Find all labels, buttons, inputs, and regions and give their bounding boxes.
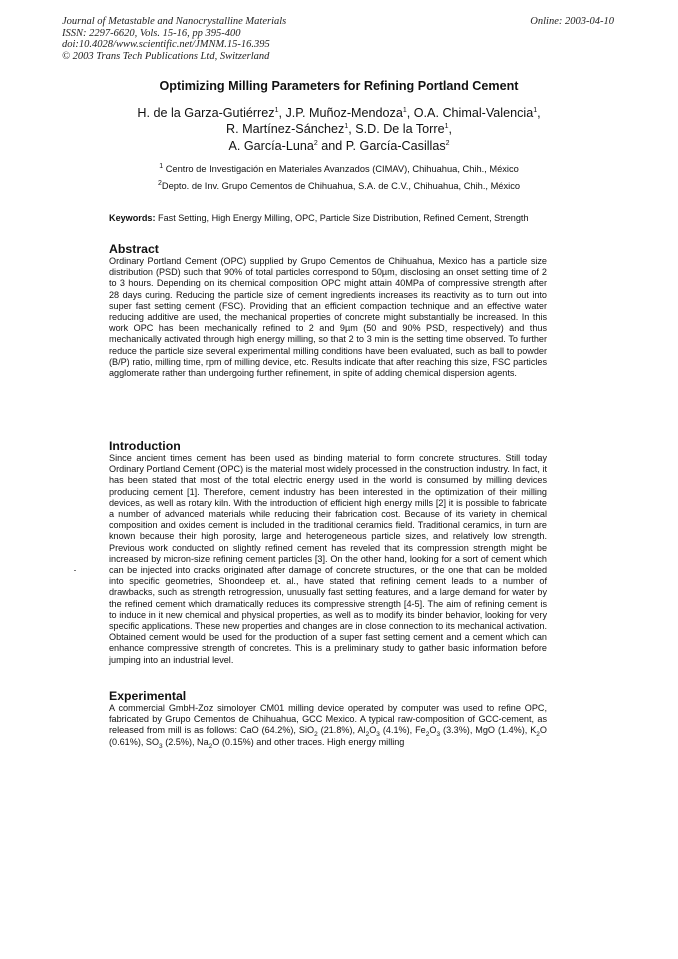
affiliation-2 bbox=[60, 178, 618, 195]
affiliations bbox=[60, 161, 618, 195]
issn-line: ISSN: 2297-6620, Vols. 15-16, pp 395-400 bbox=[62, 27, 241, 39]
abstract-text: Ordinary Portland Cement (OPC) supplied by Grupo Cementos de Chihuahua, Mexico has a particle size distribution (PSD) such that 90% of total particles correspond to 50µm, disclosing an onset setting time of 2 to 3 hours. Depending on its chemical composition OPC might attain 40MPa of compressive strength after 28 days curing. Reducing the particle size of cement ingredients increases its reactivity as to turn out into super fast setting cement (FSC). Providing that an efficient compaction technique and an effective water reducing additive are used, the mechanical properties of concrete might substantially be increased. In this work OPC has been mechanically refined to 2 and 9µm (50 and 90% PSD, respectively) and thus mechanically activated through high energy milling, so that 2 to 3 min is the setting time observed. To further reduce the particle size several experimental milling conditions have been evaluated, such as ball to powder (B/P) ratio, milling time, rpm of milling device, etc. Results indicate that after reaching this size, FSC particles agglomerate rather than undergoing further refinement, in spite of adding chemical dispersion agents. bbox=[109, 256, 547, 379]
affiliation-text: Depto. de Inv. Grupo Cementos de Chihuahua, S.A. de C.V., Chihuahua, Chih., México bbox=[161, 181, 521, 191]
introduction-text: Since ancient times cement has been used as binding material to form concrete structures. Still today Ordinary Portland Cement (OPC) is the material most widely processed in the construction industry. In fact, it has been stated that most of the total electric energy used in the world is consumed by milling devices producing cement [1]. Therefore, cement industry has been interested in the optimization of their milling devices, as well as rotary kiln. With the introduction of efficient high energy mills [2] it is possible to fabricate a number of advanced materials while reducing their fabrication cost. Because of its variety in chemical composition and oxides cement is included in the traditional ceramics field. Traditional ceramics, in turn are known because their high porosity, large and heterogeneous particle sizes, and relatively low strength. Previous work conducted on slightly refined cement has reveled that its compression strength might be increased by micron-size refining cement particles [3]. On the other hand, looking for a sort of cement which can be injected into cracks originated after damage of concrete structures, or the one that can be molded into specific geometries, Shoondeep et. al., have stated that refining cement leads to a number of drawbacks, such as strength retrogression, unusually fast setting features, and a large demand for water by the refined cement which dramatically reduces its compressive strength [4-5]. The aim of refining cement is to induce in it new chemical and physical properties, as well as to modify its binder behavior, looking for very specific applications. These new properties and changes are in close connection to its mechanical activation. Obtained cement would be used for the production of a super fast setting cement and a cement which can enhance compressive strength of concretes. This is a preliminary study to gather basic information before jumping into an industrial level. bbox=[109, 453, 547, 665]
author: P. García-Casillas bbox=[345, 138, 446, 153]
affil-marker: 1 bbox=[159, 162, 164, 170]
author: A. García-Luna bbox=[228, 138, 314, 153]
experimental-text: A commercial GmbH-Zoz simoloyer CM01 milling device operated by computer was used to refine OPC, fabricated by Grupo Cementos de Chihuahua, GCC Mexico. A typical raw-composition of GCC-cement, as released from mill is as follows: CaO (64.2%), SiO$_2$ (21.8%), $Al_2O_3$ (4.1%), $Fe_2O_3$ (3.3%), MgO (1.4%), $K_2O$ (0.61%), $SO_3$ (2.5%), $Na_2O$ (0.15%) and other traces. High energy milling bbox=[109, 703, 547, 750]
author: J.P. Muñoz-Mendoza bbox=[285, 106, 403, 120]
introduction-section bbox=[109, 439, 547, 666]
abstract-heading: Abstract bbox=[109, 242, 159, 256]
affil-marker: 1 bbox=[402, 106, 407, 114]
experimental-heading: Experimental bbox=[109, 689, 187, 703]
abstract-section bbox=[109, 242, 547, 379]
affiliation-text: Centro de Investigación en Materiales Avanzados (CIMAV), Chihuahua, Chih., México bbox=[165, 164, 519, 174]
author-list bbox=[60, 105, 618, 154]
author: H. de la Garza-Gutiérrez bbox=[137, 106, 275, 120]
keywords-block bbox=[109, 213, 547, 224]
affil-marker: 1 bbox=[344, 123, 349, 131]
author: O.A. Chimal-Valencia bbox=[413, 106, 534, 120]
copyright-line: © 2003 Trans Tech Publications Ltd, Switzerland bbox=[62, 50, 270, 62]
doi-line[interactable]: doi:10.4028/www.scientific.net/JMNM.15-16.395 bbox=[62, 39, 270, 50]
author-conjunction: and bbox=[321, 138, 343, 153]
affil-marker: 2 bbox=[445, 139, 450, 147]
scan-artifact bbox=[74, 570, 76, 571]
affil-marker: 2 bbox=[313, 139, 318, 147]
affil-marker: 2 bbox=[157, 179, 162, 187]
experimental-section bbox=[109, 689, 547, 748]
author-line-2: R. Martínez-Sánchez$^1$, S.D. De la Torre$^1$, bbox=[226, 122, 452, 137]
affil-marker: 1 bbox=[444, 123, 449, 131]
online-date: Online: 2003-04-10 bbox=[530, 16, 614, 27]
journal-header bbox=[62, 16, 286, 62]
author-line-1: H. de la Garza-Gutiérrez$^1$, J.P. Muñoz-Mendoza$^1$, O.A. Chimal-Valencia$^1$, bbox=[137, 106, 541, 120]
keywords-text: Fast Setting, High Energy Milling, OPC, Particle Size Distribution, Refined Cement, Strength bbox=[158, 213, 529, 223]
journal-name: Journal of Metastable and Nanocrystalline Materials bbox=[62, 16, 287, 27]
author: S.D. De la Torre bbox=[355, 122, 445, 137]
keywords-label: Keywords: bbox=[109, 213, 156, 223]
affiliation-1 bbox=[60, 161, 618, 178]
introduction-heading: Introduction bbox=[109, 439, 181, 453]
paper-title: Optimizing Milling Parameters for Refining Portland Cement bbox=[159, 79, 519, 93]
author-line-3 bbox=[60, 138, 618, 154]
author: R. Martínez-Sánchez bbox=[226, 122, 345, 137]
affil-marker: 1 bbox=[533, 106, 538, 114]
affil-marker: 1 bbox=[274, 106, 279, 114]
